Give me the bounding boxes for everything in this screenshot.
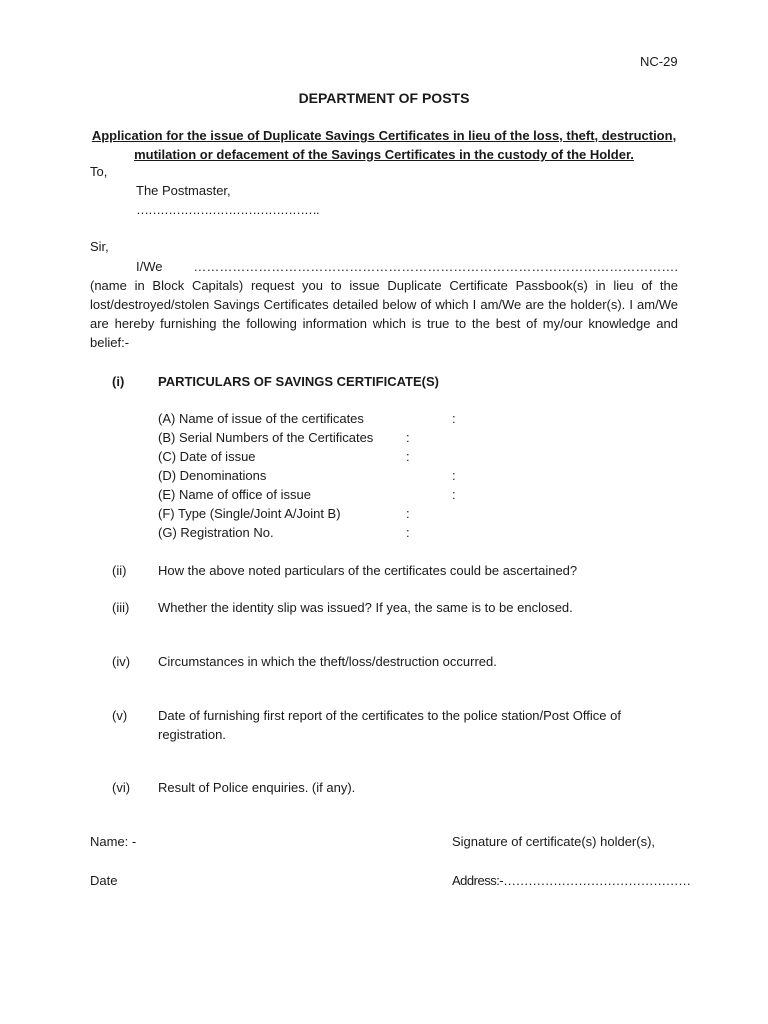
addressee: The Postmaster, [136, 183, 231, 198]
question-number: (iii) [112, 600, 130, 615]
item-colon: : [406, 430, 410, 445]
question-text: Circumstances in which the theft/loss/destruction occurred. [158, 654, 497, 669]
section-number: (i) [112, 374, 125, 389]
date-label: Date [90, 873, 118, 888]
question-text: Whether the identity slip was issued? If yea, the same is to be enclosed. [158, 600, 573, 615]
signature-label: Signature of certificate(s) holder(s), [452, 834, 656, 849]
question-text: Result of Police enquiries. (if any). [158, 780, 356, 795]
list-item: (C) Date of issue [158, 449, 256, 464]
question-text: How the above noted particulars of the certificates could be ascertained? [158, 563, 578, 578]
list-item: (B) Serial Numbers of the Certificates [158, 430, 374, 445]
list-item: (A) Name of issue of the certificates [158, 411, 364, 426]
question-number: (ii) [112, 563, 127, 578]
list-item: (D) Denominations [158, 468, 267, 483]
list-item: (G) Registration No. [158, 525, 274, 540]
question-number: (vi) [112, 780, 131, 795]
address-label: Address:-……………………………………… [452, 873, 691, 888]
question-text: Date of furnishing first report of the certificates to the police station/Post Office of registration. [158, 708, 621, 742]
name-label: Name: - [90, 834, 137, 849]
section-title: PARTICULARS OF SAVINGS CERTIFICATE(S) [158, 374, 439, 389]
item-colon: : [452, 468, 456, 483]
item-colon: : [406, 506, 410, 521]
addressee-dots: ………………………………………. [136, 202, 319, 217]
question-number: (iv) [112, 654, 131, 669]
department-heading: DEPARTMENT OF POSTS [298, 90, 470, 106]
body-paragraph: I/We …………………………………………………………………………………………………. (name in Block Capitals) request you to issue Duplicate Certificate Passbook(s) in lieu of the lost/destroyed/stolen Savings Certificates detailed below of which I am/We are the holder(s). I am/We are hereby furnishing the following information which is true to the best of my/our knowledge and belief:- [90, 259, 678, 350]
item-colon: : [406, 449, 410, 464]
list-item: (E) Name of office of issue [158, 487, 311, 502]
item-colon: : [406, 525, 410, 540]
item-colon: : [452, 487, 456, 502]
item-colon: : [452, 411, 456, 426]
form-number: NC-29 [640, 54, 678, 69]
question-number: (v) [112, 708, 128, 723]
salutation: Sir, [90, 239, 109, 254]
list-item: (F) Type (Single/Joint A/Joint B) [158, 506, 341, 521]
application-subject: Application for the issue of Duplicate Savings Certificates in lieu of the loss, theft, destruction, mutilation or defacement of the Savings Certificates in the custody of the Holder. [91, 128, 677, 162]
to-line: To, [90, 164, 108, 179]
